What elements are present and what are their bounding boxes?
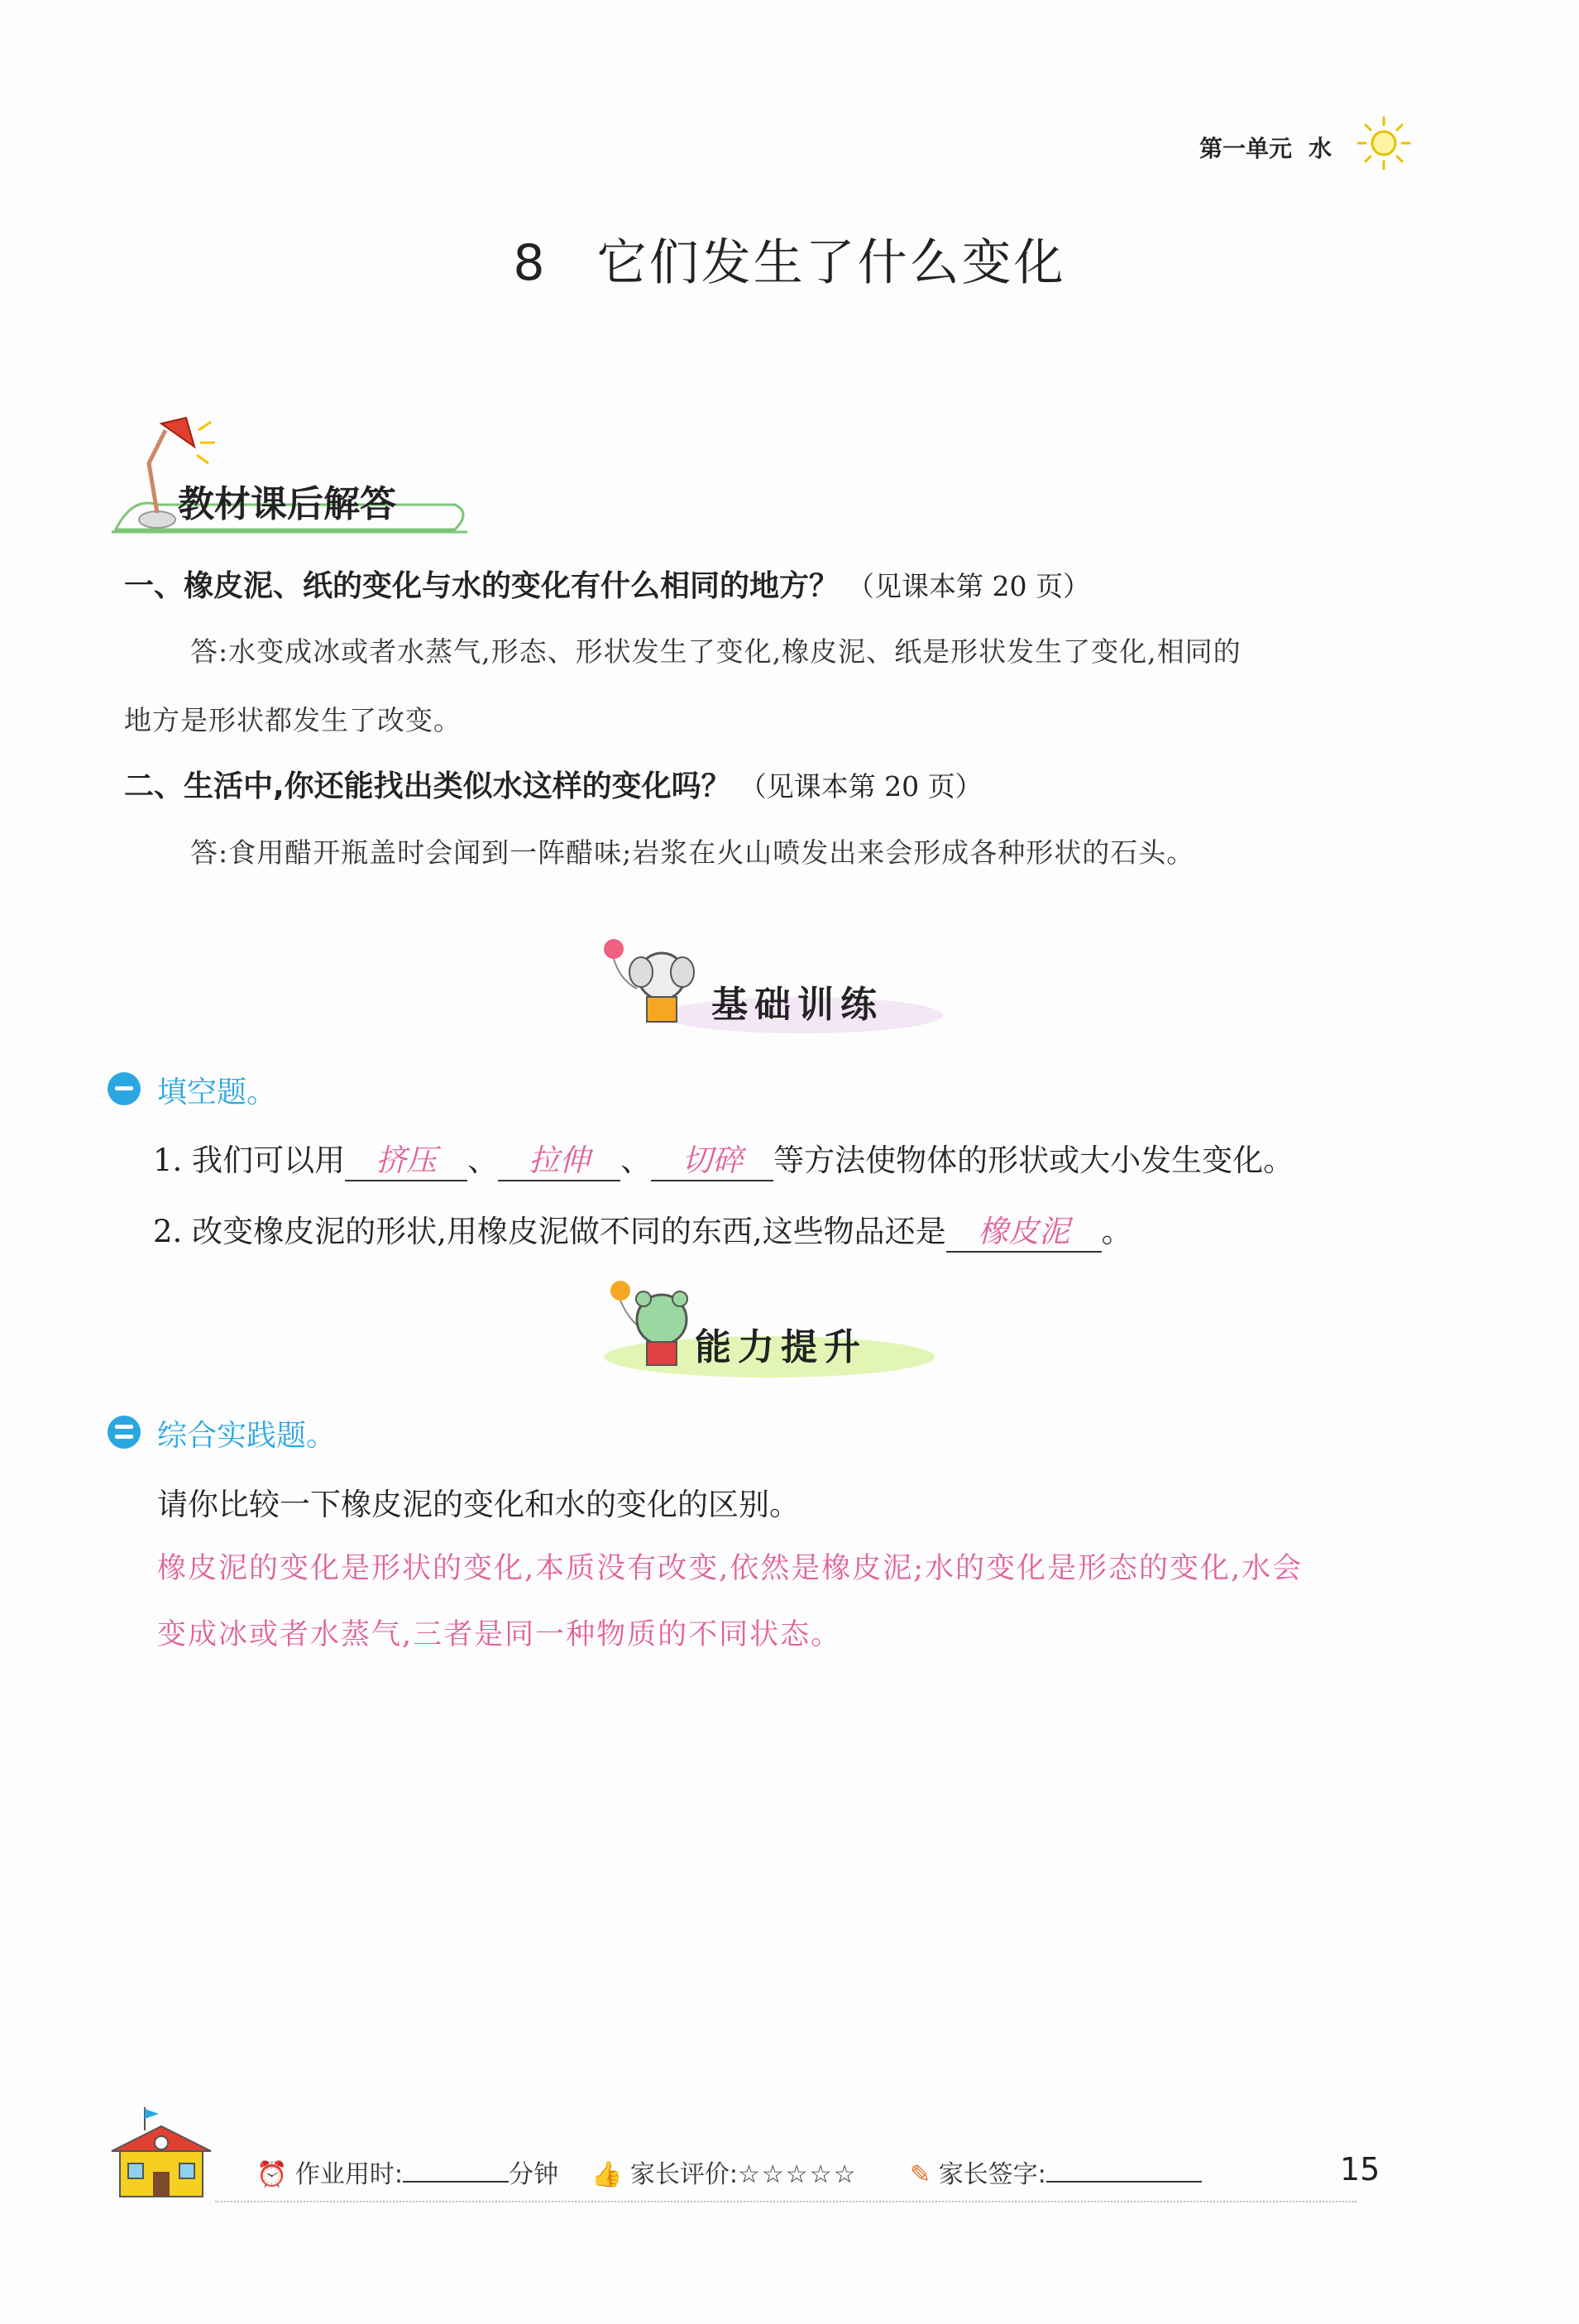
- clock-icon: ⏰: [256, 2160, 288, 2189]
- rating-field: [591, 2154, 858, 2190]
- time-field: [256, 2154, 558, 2190]
- page-number: 15: [1340, 2151, 1380, 2187]
- question-1-ref: （见课本第 20 页）: [847, 570, 1090, 602]
- rating-label: 家长评价:: [629, 2160, 739, 2189]
- fill-item-1-prefix: 1. 我们可以用: [153, 1143, 346, 1178]
- unit-label: 第一单元: [1199, 135, 1293, 162]
- thumb-icon: 👍: [591, 2160, 623, 2189]
- fill-blank-1: 挤压: [345, 1135, 467, 1181]
- lesson-title: 它们发生了什么变化: [596, 234, 1066, 292]
- fill-item-2: [153, 1206, 1132, 1253]
- sign-field: [910, 2154, 1202, 2190]
- time-unit: 分钟: [509, 2160, 559, 2189]
- number-two-icon: [108, 1416, 141, 1449]
- fill-blank-3: 切碎: [651, 1135, 773, 1181]
- fill-item-1-suffix: 等方法使物体的形状或大小发生变化。: [773, 1143, 1294, 1178]
- fill-item-2-suffix: 。: [1101, 1214, 1132, 1249]
- practice-answer-line1: 橡皮泥的变化是形状的变化,本质没有改变,依然是橡皮泥;水的变化是形态的变化,水会: [157, 1552, 1304, 1585]
- fill-blank-4: 橡皮泥: [946, 1206, 1102, 1253]
- section-banner-basic: 基础训练: [711, 984, 883, 1026]
- school-icon: [108, 2106, 215, 2201]
- sign-label: 家长签字:: [938, 2160, 1046, 2189]
- number-one-icon: [108, 1072, 141, 1105]
- rating-stars[interactable]: ☆☆☆☆☆: [738, 2160, 858, 2189]
- sign-blank[interactable]: [1046, 2181, 1202, 2183]
- lesson-number: 8: [513, 234, 548, 292]
- section-banner-ability: 能力提升: [695, 1326, 867, 1368]
- answer-2: 答:食用醋开瓶盖时会闻到一阵醋味;岩浆在火山喷发出来会形成各种形状的石头。: [190, 836, 1195, 869]
- section-banner-textbook: 教材课后解答: [178, 483, 396, 525]
- fill-item-2-prefix: 2. 改变橡皮泥的形状,用橡皮泥做不同的东西,这些物品还是: [153, 1214, 946, 1249]
- sun-icon: [1355, 114, 1413, 172]
- unit-topic: 水: [1309, 135, 1333, 162]
- answer-1-line2: 地方是形状都发生了改变。: [124, 704, 462, 736]
- question-2-text: 二、生活中,你还能找出类似水这样的变化吗？: [124, 769, 731, 803]
- fill-blank-2: 拉伸: [498, 1135, 620, 1181]
- fill-item-1: [153, 1135, 1294, 1181]
- page-title: [0, 223, 1579, 295]
- separator: 、: [620, 1143, 652, 1178]
- question-1: [124, 563, 1090, 605]
- pencil-icon: ✎: [910, 2160, 931, 2189]
- practice-label: 综合实践题。: [157, 1419, 337, 1453]
- unit-header: [1199, 131, 1348, 164]
- time-label: 作业用时:: [294, 2160, 404, 2189]
- answer-1-line1: 答:水变成冰或者水蒸气,形态、形状发生了变化,橡皮泥、纸是形状发生了变化,相同的: [190, 635, 1242, 668]
- footer-divider: [215, 2201, 1357, 2202]
- question-1-text: 一、橡皮泥、纸的变化与水的变化有什么相同的地方？: [124, 569, 840, 603]
- practice-answer-line2: 变成冰或者水蒸气,三者是同一种物质的不同状态。: [157, 1618, 842, 1651]
- practice-question: 请你比较一下橡皮泥的变化和水的变化的区别。: [157, 1487, 800, 1522]
- fill-blank-label: 填空题。: [157, 1076, 277, 1109]
- separator: 、: [467, 1143, 499, 1178]
- time-blank[interactable]: [403, 2181, 509, 2183]
- question-2-ref: （见课本第 20 页）: [739, 770, 983, 803]
- question-2: [124, 763, 983, 805]
